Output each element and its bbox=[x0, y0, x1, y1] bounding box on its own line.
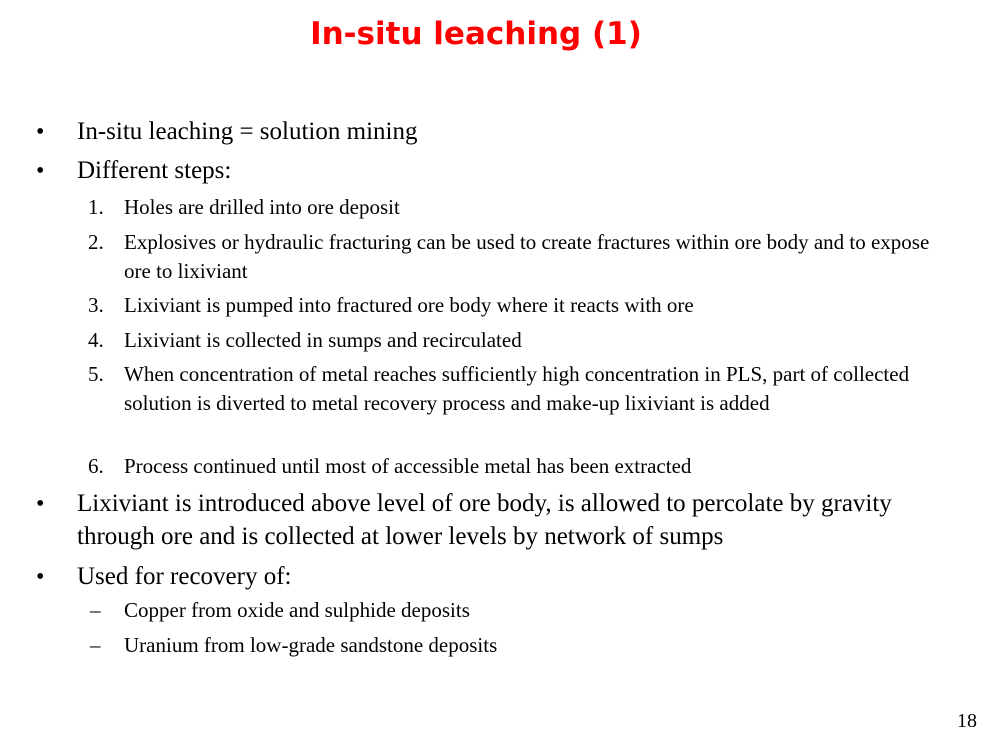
bullet-text: Used for recovery of: bbox=[77, 563, 292, 590]
dash-marker: – bbox=[90, 633, 101, 657]
step-text: Explosives or hydraulic fracturing can be used to create fractures within ore body and to expose ore to lixiviant bbox=[124, 230, 930, 283]
step-text: Process continued until most of accessible metal has been extracted bbox=[124, 454, 692, 478]
step-number: 1. bbox=[88, 195, 104, 219]
bullet-text: In-situ leaching = solution mining bbox=[77, 118, 418, 145]
bullet-marker: • bbox=[36, 158, 45, 184]
recovery-item: Uranium from low-grade sandstone deposits bbox=[124, 633, 498, 657]
bullet-marker: • bbox=[36, 119, 45, 145]
step-number: 4. bbox=[88, 328, 104, 352]
dash-marker: – bbox=[90, 598, 101, 622]
step-number: 2. bbox=[88, 230, 104, 254]
bullet-text: Different steps: bbox=[77, 157, 232, 184]
step-text: When concentration of metal reaches sufficiently high concentration in PLS, part of collected solution is diverted to metal recovery process and make-up lixiviant is added bbox=[124, 362, 910, 415]
step-text: Lixiviant is collected in sumps and recirculated bbox=[124, 328, 522, 352]
slide-title: In-situ leaching (1) bbox=[310, 16, 642, 52]
bullet-text: Lixiviant is introduced above level of ore body, is allowed to percolate by gravity through ore and is collected at lower levels by network of sumps bbox=[77, 490, 892, 550]
recovery-item: Copper from oxide and sulphide deposits bbox=[124, 598, 470, 622]
bullet-marker: • bbox=[36, 564, 45, 590]
step-text: Lixiviant is pumped into fractured ore body where it reacts with ore bbox=[124, 293, 694, 317]
bullet-marker: • bbox=[36, 491, 45, 517]
step-number: 6. bbox=[88, 454, 104, 478]
step-text: Holes are drilled into ore deposit bbox=[124, 195, 400, 219]
step-number: 3. bbox=[88, 293, 104, 317]
page-number: 18 bbox=[957, 710, 977, 732]
step-number: 5. bbox=[88, 362, 104, 386]
